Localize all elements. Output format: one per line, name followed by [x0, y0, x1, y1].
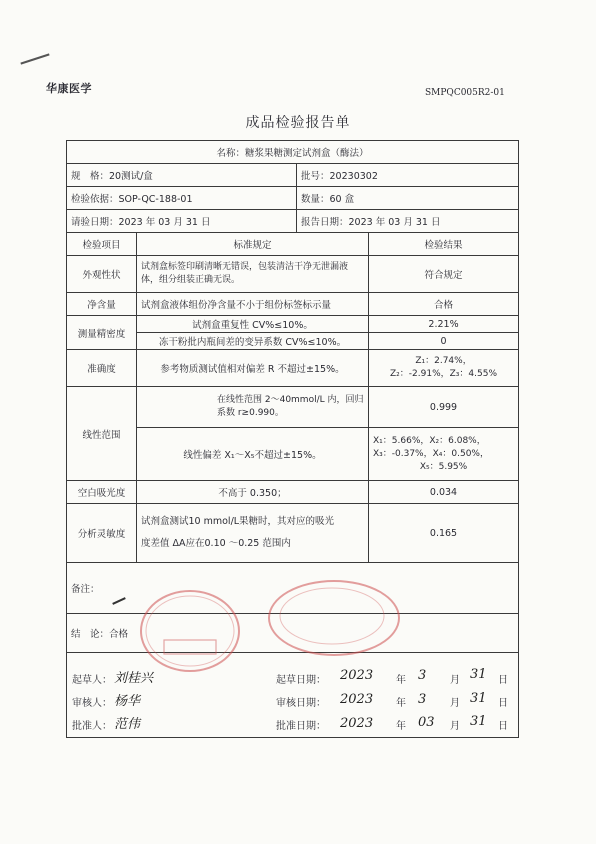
company-logo: 华康医学 [46, 82, 92, 95]
approver-signature: 范伟 [114, 717, 141, 732]
sensitivity-standard-2: 度差值 ΔA应在0.10 ～0.25 范围内 [141, 538, 291, 549]
drafter-label: 起草人： [72, 675, 112, 686]
appearance-item: 外观性状 [67, 256, 137, 293]
appearance-standard: 试剂盒标签印刷清晰无错误，包装清洁干净无泄漏液体，组分组装正确无误。 [137, 256, 369, 293]
basis-value: SOP-QC-188-01 [118, 194, 193, 205]
approve-day: 31 [470, 714, 487, 729]
col-standard: 标准规定 [137, 233, 369, 256]
pen-mark [20, 53, 49, 64]
accuracy-item: 准确度 [67, 350, 137, 387]
approve-yue: 月 [450, 721, 460, 732]
precision-standard-2: 冻干粉批内瓶间差的变异系数 CV%≤10%。 [137, 333, 369, 350]
blank-standard: 不高于 0.350； [137, 481, 369, 504]
linearity-result-2c: X₅：5.95% [419, 461, 468, 472]
accuracy-result-1: Z₁：2.74%， [415, 356, 472, 366]
check-ri: 日 [498, 698, 508, 709]
check-year: 2023 [340, 692, 374, 707]
check-date-label: 审核日期： [276, 698, 326, 709]
conclusion-label: 结 论： [71, 629, 110, 640]
basis-label: 检验依据： [71, 194, 119, 205]
linearity-standard-1: 在线性范围 2～40mmol/L 内，回归系数 r≥0.990。 [137, 387, 369, 428]
qty-value: 60 盒 [329, 194, 355, 205]
row-sensitivity [67, 504, 519, 563]
document-code: SMPQC005R2-01 [425, 88, 505, 98]
col-result: 检验结果 [369, 233, 519, 256]
approve-ri: 日 [498, 721, 508, 732]
request-date-label: 请验日期： [71, 217, 119, 228]
qty-label: 数量： [301, 194, 330, 205]
batch-label: 批号： [301, 171, 330, 182]
net-content-standard: 试剂盒液体组份净含量不小于组份标签标示量 [137, 293, 369, 316]
row-appearance [67, 256, 519, 293]
draft-yue: 月 [450, 675, 460, 686]
basis-row [67, 187, 519, 210]
linearity-standard-2: 线性偏差 X₁～X₅不超过±15%。 [137, 428, 369, 481]
draft-nian: 年 [396, 675, 406, 686]
conclusion-value: 合格 [109, 629, 129, 640]
spec-value: 20测试/盒 [109, 171, 153, 182]
appearance-result: 符合规定 [369, 256, 519, 293]
check-day: 31 [470, 691, 487, 706]
approve-date-label: 批准日期： [276, 721, 326, 732]
net-content-item: 净含量 [67, 293, 137, 316]
sensitivity-result: 0.165 [369, 504, 519, 563]
blank-result: 0.034 [369, 481, 519, 504]
draft-date-label: 起草日期： [276, 675, 326, 686]
spec-label: 规 格： [71, 171, 110, 182]
precision-item: 测量精密度 [67, 316, 137, 350]
precision-result-2: 0 [369, 333, 519, 350]
date-row [67, 210, 519, 233]
company-stamp [268, 580, 400, 656]
draft-month: 3 [418, 668, 427, 683]
sensitivity-item: 分析灵敏度 [67, 504, 137, 563]
name-value: 糖浆果糖测定试剂盒（酶法） [245, 148, 369, 159]
approve-year: 2023 [340, 716, 374, 731]
approve-nian: 年 [396, 721, 406, 732]
spec-row [67, 164, 519, 187]
draft-ri: 日 [498, 675, 508, 686]
remarks-label: 备注： [71, 584, 100, 595]
drafter-signature: 刘桂兴 [114, 671, 154, 686]
accuracy-result-2: Z₂：-2.91%，Z₃：4.55% [390, 369, 497, 379]
name-row [67, 141, 519, 164]
blank-item: 空白吸光度 [67, 481, 137, 504]
precision-result-1: 2.21% [369, 316, 519, 333]
row-accuracy [67, 350, 519, 387]
col-item: 检验项目 [67, 233, 137, 256]
sensitivity-standard-1: 试剂盒测试10 mmol/L果糖时，其对应的吸光 [141, 516, 335, 527]
report-date-value: 2023 年 03 月 31 日 [348, 217, 441, 228]
linearity-result-1: 0.999 [369, 387, 519, 428]
precision-standard-1: 试剂盒重复性 CV%≤10%。 [137, 316, 369, 333]
linearity-result-2a: X₁：5.66%，X₂：6.08%， [373, 435, 486, 446]
checker-signature: 杨华 [114, 694, 141, 709]
approve-month: 03 [418, 715, 435, 730]
draft-year: 2023 [340, 668, 374, 683]
report-title: 成品检验报告单 [245, 115, 351, 131]
name-label: 名称： [216, 148, 246, 159]
check-nian: 年 [396, 698, 406, 709]
net-content-result: 合格 [369, 293, 519, 316]
approver-label: 批准人： [72, 721, 112, 732]
checker-label: 审核人： [72, 698, 112, 709]
linearity-item: 线性范围 [67, 387, 137, 481]
linearity-result-2b: X₃：-0.37%，X₄：0.50%， [373, 448, 489, 459]
check-month: 3 [418, 692, 427, 707]
accuracy-standard: 参考物质测试值相对偏差 R 不超过±15%。 [137, 350, 369, 387]
column-header-row [67, 233, 519, 256]
report-date-label: 报告日期： [301, 217, 349, 228]
row-precision-1 [67, 316, 519, 333]
qa-stamp [140, 590, 240, 672]
row-linearity-1 [67, 387, 519, 428]
row-blank [67, 481, 519, 504]
draft-day: 31 [470, 667, 487, 682]
row-net-content [67, 293, 519, 316]
batch-value: 20230302 [329, 171, 378, 182]
request-date-value: 2023 年 03 月 31 日 [118, 217, 211, 228]
check-yue: 月 [450, 698, 460, 709]
